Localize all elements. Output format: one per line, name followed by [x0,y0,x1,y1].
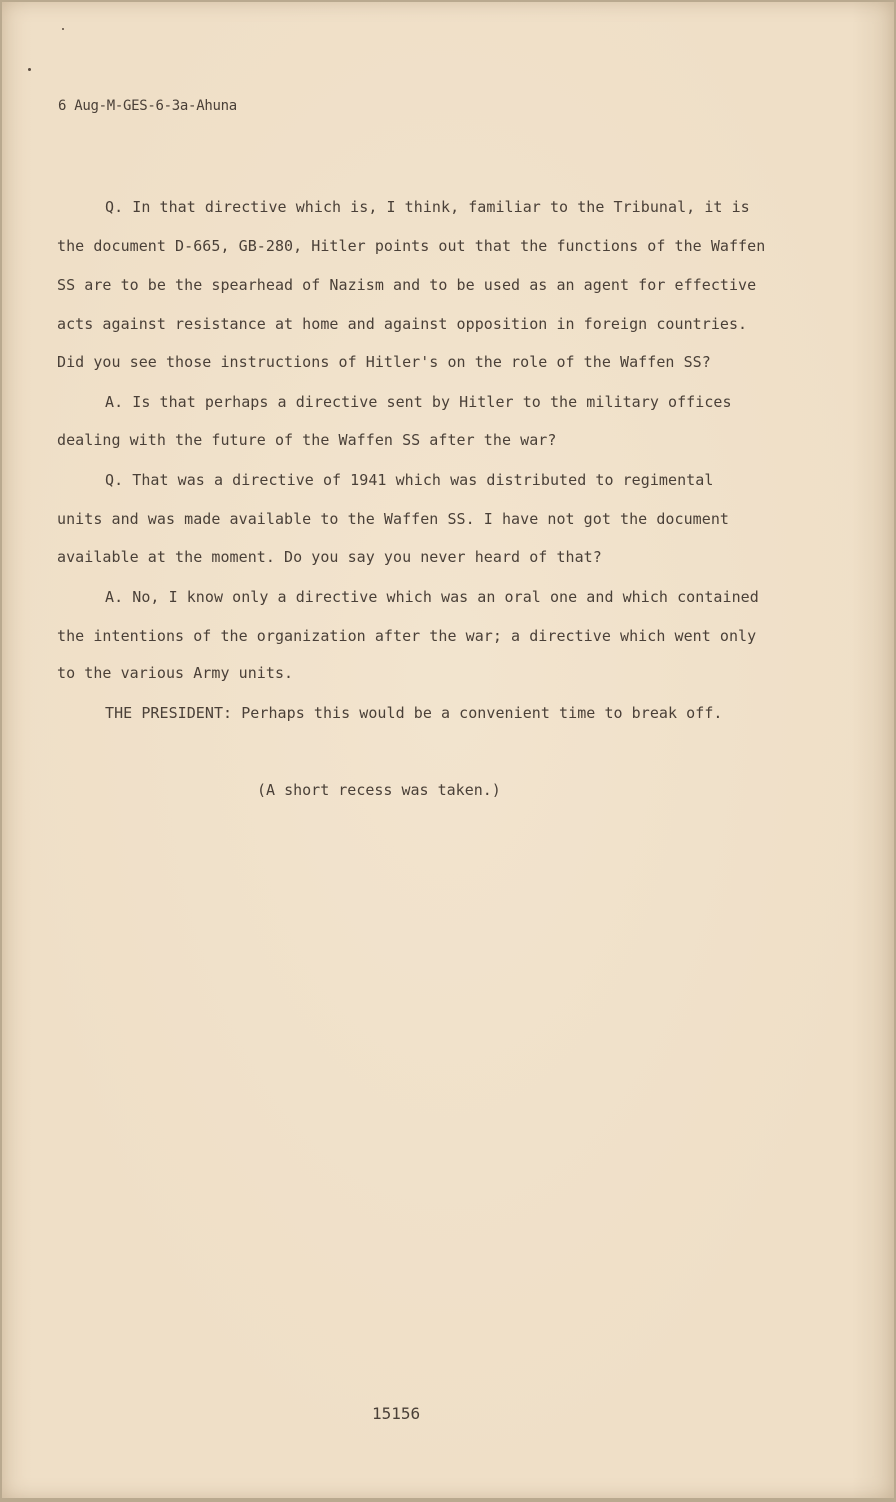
transcript-line: the intentions of the organization after the war; a directive which went only [57,627,757,645]
recess-note: (A short recess was taken.) [257,781,501,799]
paper-speck [28,68,31,71]
transcript-line: Q. In that directive which is, I think, familiar to the Tribunal, it is [105,198,750,216]
page-number: 15156 [372,1404,421,1423]
transcript-line: to the various Army units. [57,664,294,682]
document-reference: 6 Aug-M-GES-6-3a-Ahuna [58,98,237,114]
transcript-line: acts against resistance at home and against opposition in foreign countries. [57,315,748,333]
transcript-line: Did you see those instructions of Hitler's on the role of the Waffen SS? [57,353,711,371]
transcript-line: dealing with the future of the Waffen SS after the war? [57,431,557,449]
transcript-line: THE PRESIDENT: Perhaps this would be a convenient time to break off. [105,704,723,722]
transcript-line: SS are to be the spearhead of Nazism and to be used as an agent for effective [57,276,757,294]
transcript-line: A. Is that perhaps a directive sent by Hitler to the military offices [105,393,732,411]
transcript-line: A. No, I know only a directive which was an oral one and which contained [105,588,759,606]
transcript-line: available at the moment. Do you say you never heard of that? [57,548,602,566]
transcript-line: the document D-665, GB-280, Hitler points out that the functions of the Waffen [57,237,766,255]
document-page [2,2,894,1498]
transcript-line: Q. That was a directive of 1941 which was distributed to regimental [105,471,714,489]
paper-speck [62,28,64,30]
transcript-line: units and was made available to the Waffen SS. I have not got the document [57,510,729,528]
